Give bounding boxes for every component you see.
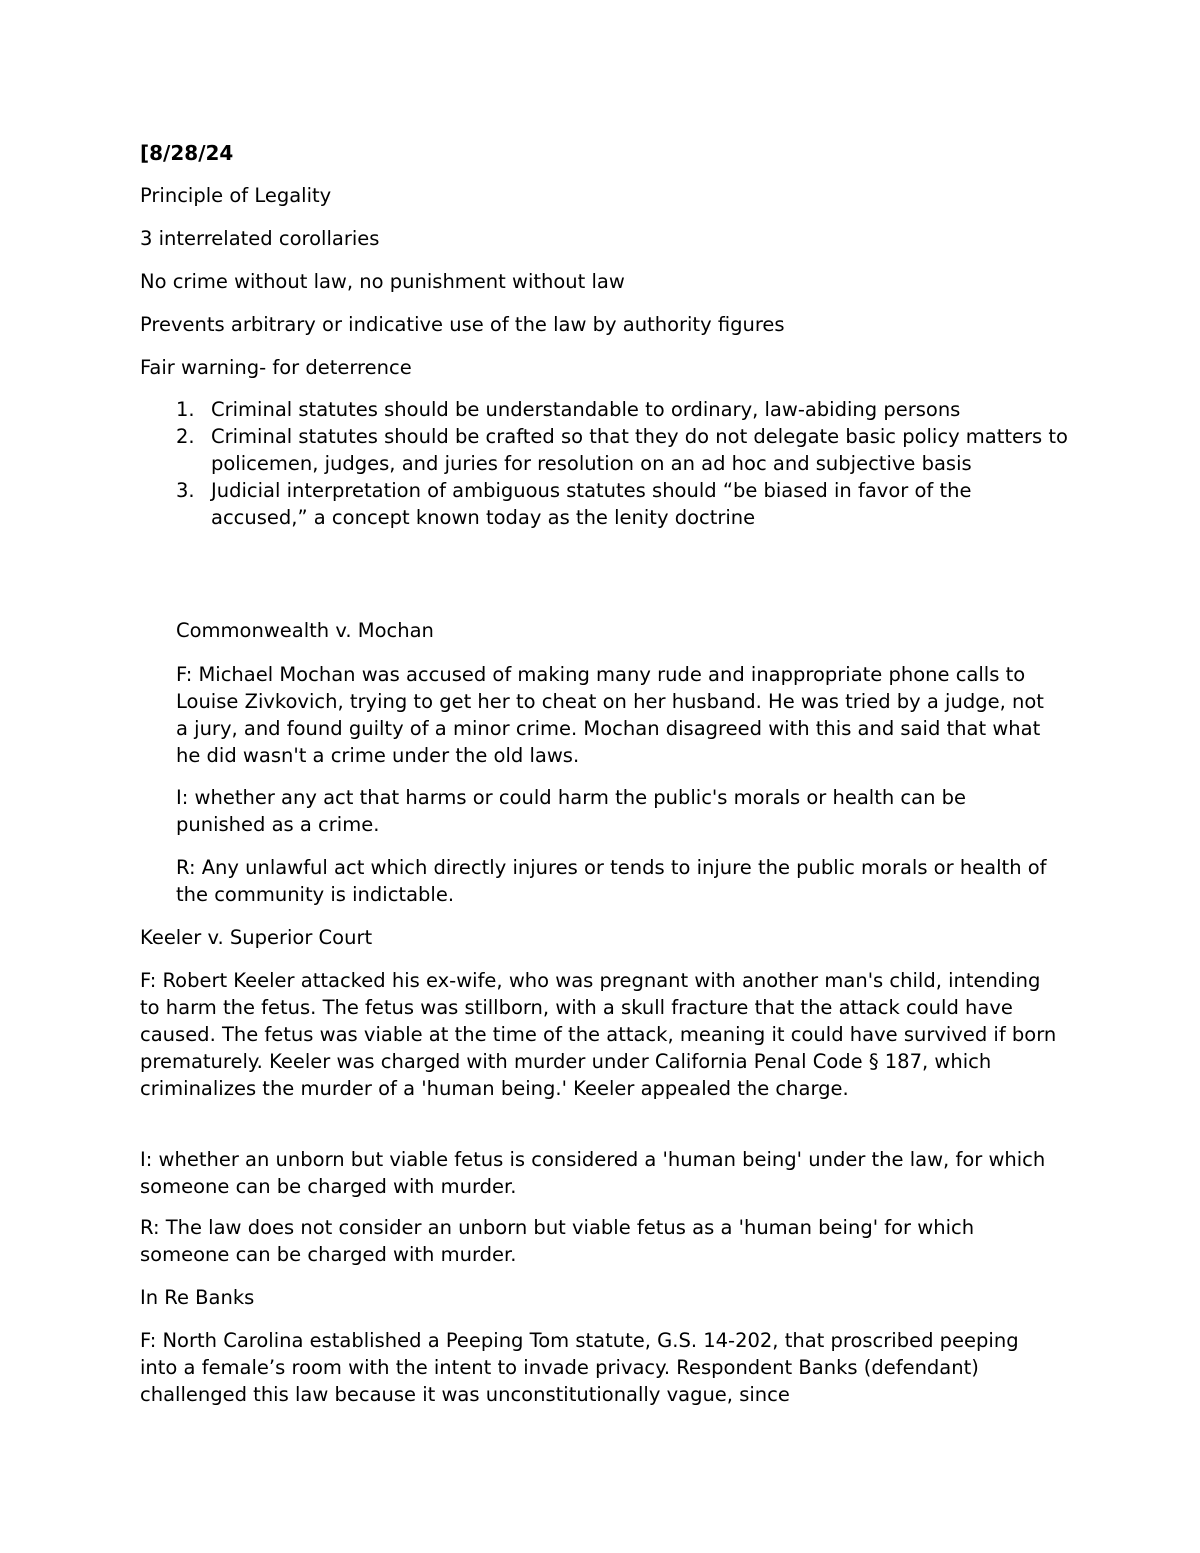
case-issue-mochan: I: whether any act that harms or could harm the public's morals or health can be punished as a crime.	[176, 786, 966, 836]
list-number: 1.	[176, 398, 195, 421]
list-number: 2.	[176, 425, 195, 448]
fair-warning-line: Fair warning- for deterrence	[140, 356, 412, 379]
list-item-text: Judicial interpretation of ambiguous statutes should “be biased in favor of the accused,” a concept known today as the lenity doctrine	[211, 479, 972, 529]
prevents-line: Prevents arbitrary or indicative use of the law by authority figures	[140, 313, 785, 336]
list-item-text: Criminal statutes should be crafted so that they do not delegate basic policy matters to policemen, judges, and juries for resolution on an ad hoc and subjective basis	[211, 425, 1068, 475]
case-title-banks: In Re Banks	[140, 1286, 255, 1309]
corollaries-line: 3 interrelated corollaries	[140, 227, 380, 250]
corollaries-list	[140, 396, 1070, 531]
case-facts-keeler: F: Robert Keeler attacked his ex-wife, who was pregnant with another man's child, intending to harm the fetus. The fetus was stillborn, with a skull fracture that the attack could have caused. The fetus was viable at the time of the attack, meaning it could have survived if born prematurely. Keeler was charged with murder under California Penal Code § 187, which criminalizes the murder of a 'human being.' Keeler appealed the charge.	[140, 969, 1057, 1100]
case-title-keeler: Keeler v. Superior Court	[140, 926, 373, 949]
case-facts-mochan: F: Michael Mochan was accused of making many rude and inappropriate phone calls to Louise Zivkovich, trying to get her to cheat on her husband. He was tried by a judge, not a jury, and found guilty of a minor crime. Mochan disagreed with this and said that what he did wasn't a crime under the old laws.	[176, 663, 1044, 767]
list-item	[140, 423, 1070, 477]
legality-maxim: No crime without law, no punishment without law	[140, 270, 625, 293]
list-item	[140, 477, 1070, 531]
case-facts-banks: F: North Carolina established a Peeping Tom statute, G.S. 14-202, that proscribed peeping into a female’s room with the intent to invade privacy. Respondent Banks (defendant) challenged this law because it was unconstitutionally vague, since	[140, 1329, 1019, 1406]
list-item	[140, 396, 1070, 423]
case-rule-keeler: R: The law does not consider an unborn but viable fetus as a 'human being' for which someone can be charged with murder.	[140, 1216, 975, 1266]
date-heading: [8/28/24	[140, 141, 234, 165]
list-item-text: Criminal statutes should be understandable to ordinary, law-abiding persons	[211, 398, 961, 421]
case-rule-mochan: R: Any unlawful act which directly injures or tends to injure the public morals or health of the community is indictable.	[176, 856, 1047, 906]
list-number: 3.	[176, 479, 195, 502]
section-heading: Principle of Legality	[140, 184, 332, 207]
case-title-mochan: Commonwealth v. Mochan	[176, 619, 434, 642]
case-issue-keeler: I: whether an unborn but viable fetus is considered a 'human being' under the law, for which someone can be charged with murder.	[140, 1148, 1046, 1198]
